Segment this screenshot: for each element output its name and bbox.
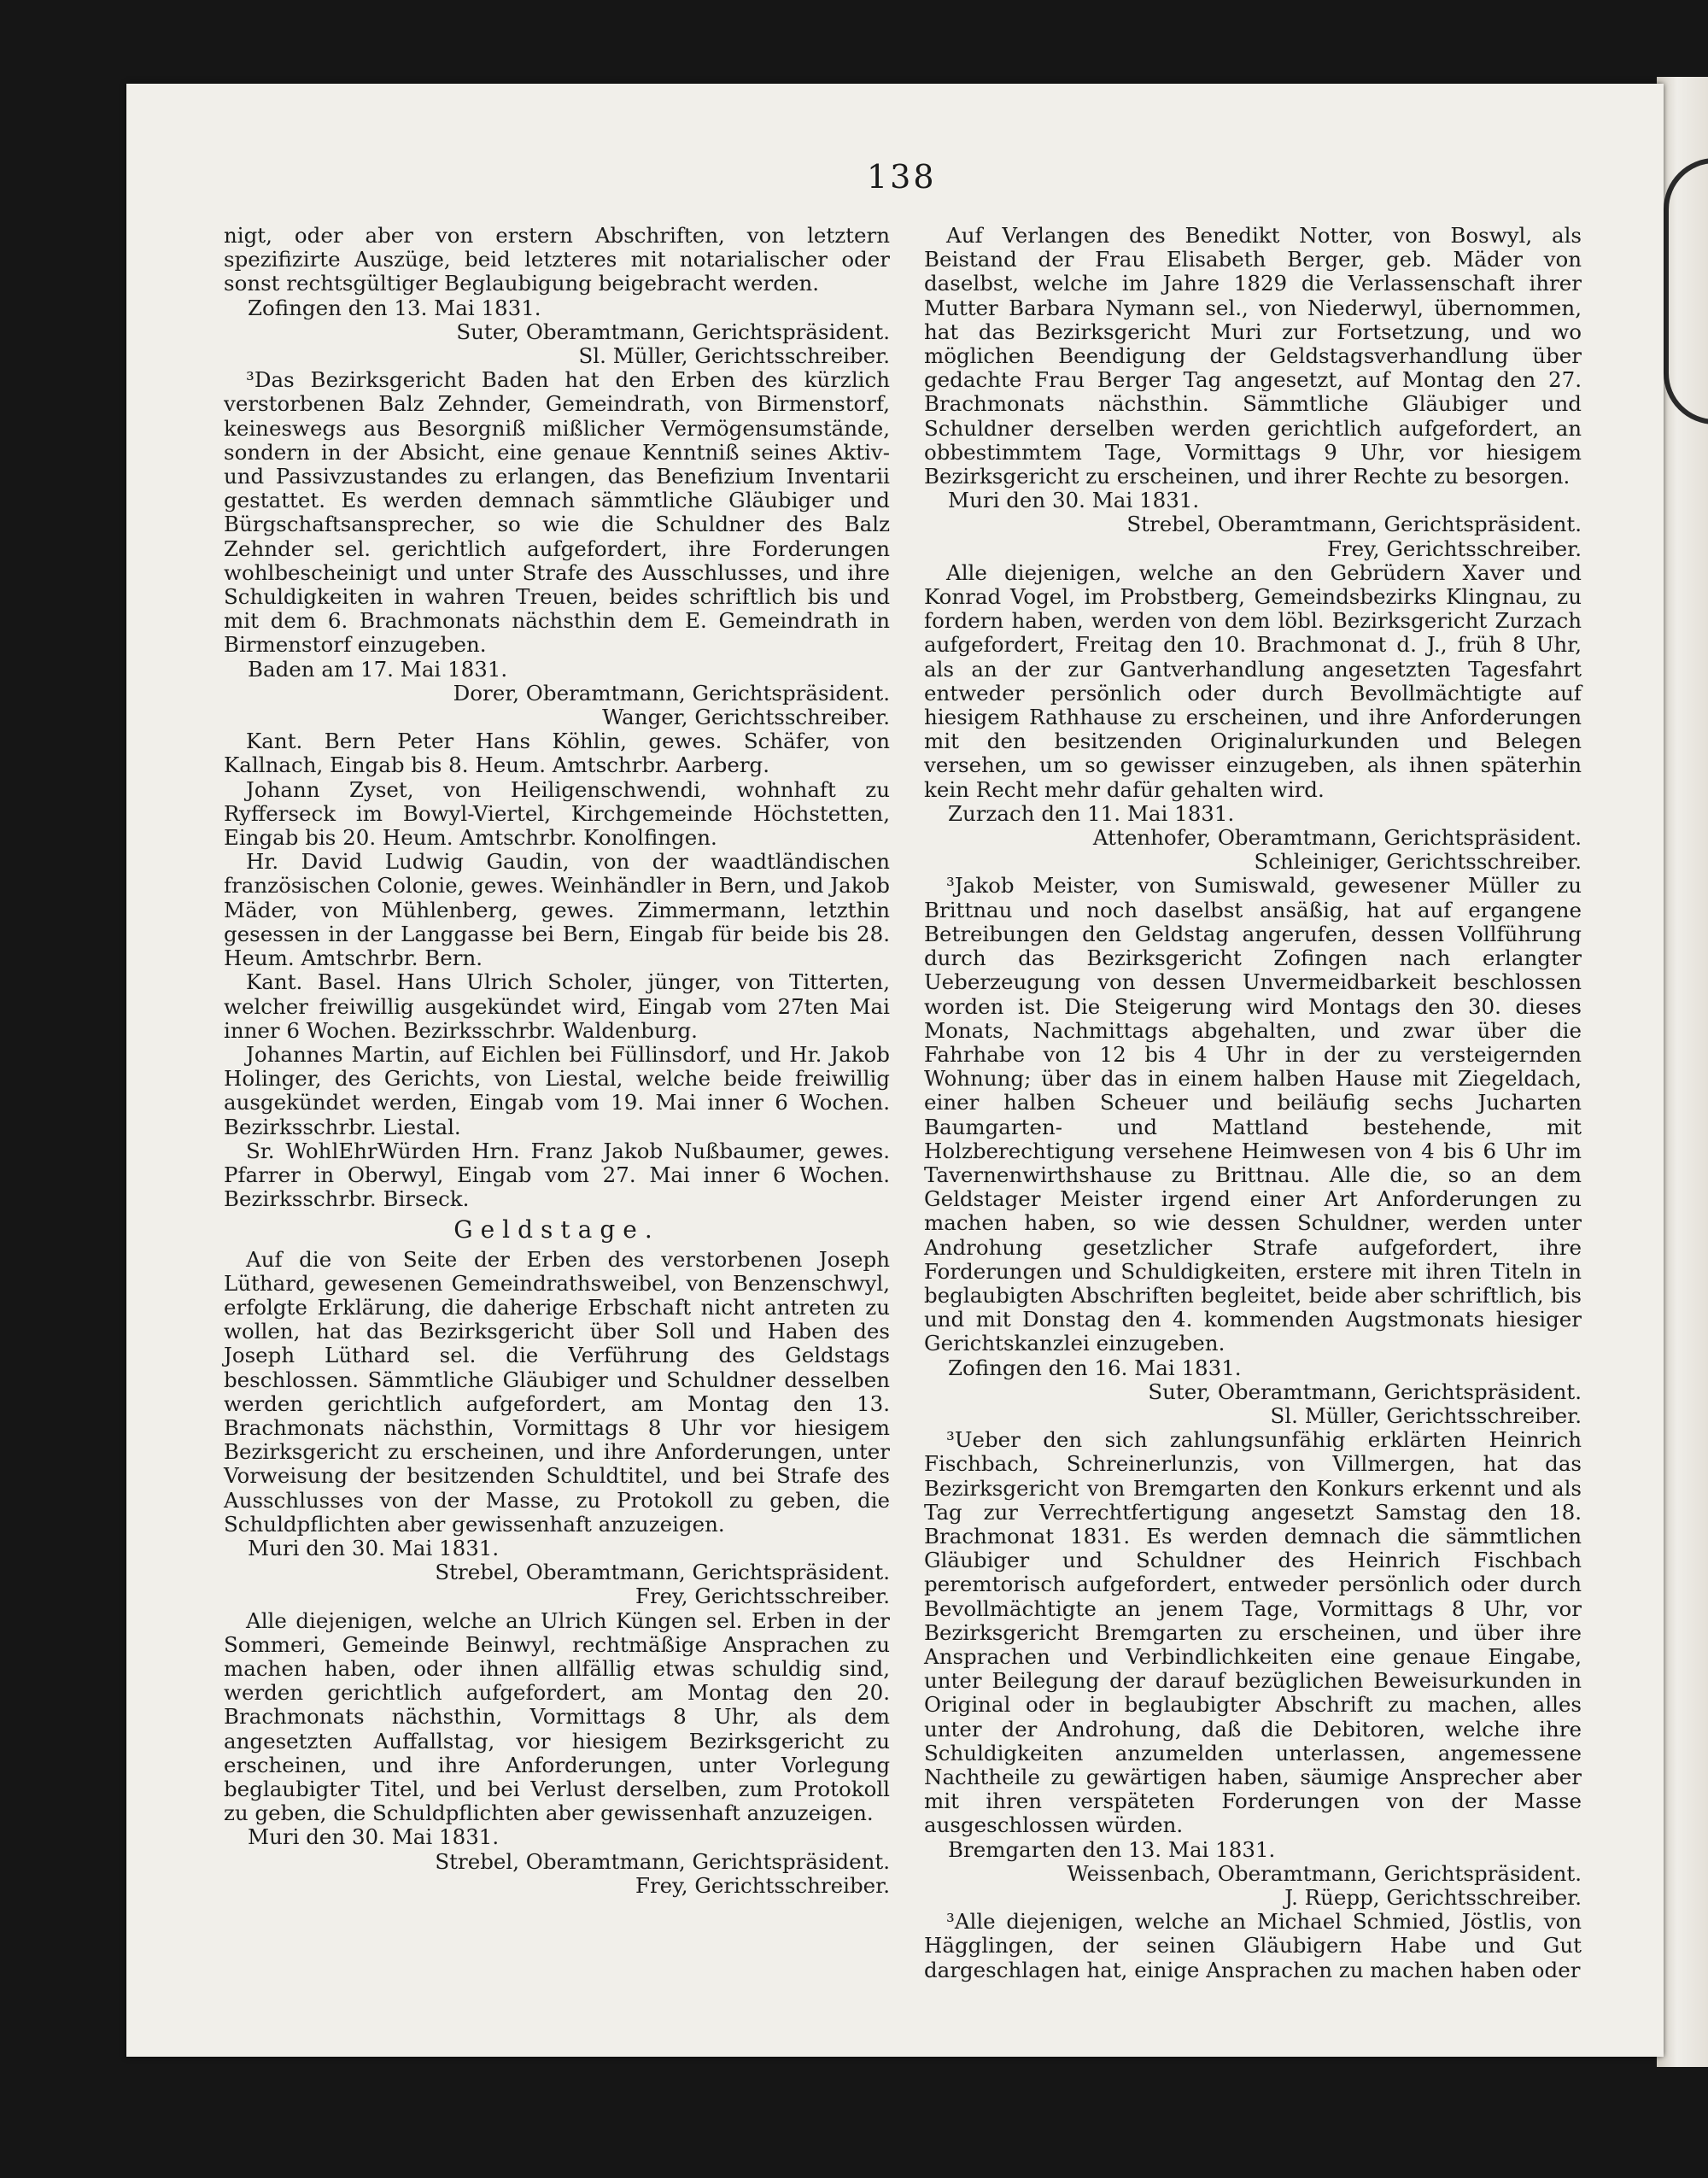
- signature-line: Attenhofer, Oberamtmann, Gerichtspräsident.: [1092, 825, 1582, 851]
- signature-line: Strebel, Oberamtmann, Gerichtspräsident.: [1126, 512, 1582, 537]
- notice-paragraph: ³Jakob Meister, von Sumiswald, gewesener Müller zu Brittnau und noch daselbst ansäßig, hat auf ergangene Betreibungen den Geldstag angerufen, dessen Vollführung durch das Bezirksgericht Zofingen nach erlangter Ueberzeugung von dessen Unvermeidbarkeit beschlossen worden ist. Die Steigerung wird Montags den 30. dieses Monats, Nachmittags abgehalten, und zwar über die Fahrhabe von 12 bis 4 Uhr in der zu versteigernden Wohnung; über das in einem halben Hause mit Ziegeldach, einer halben Scheuer und beiläufig sechs Jucharten Baumgarten- und Mattland bestehende, mit Holzberechtigung versehene Heimwesen von 4 bis 6 Uhr im Tavernenwirthshause zu Brittnau. Alle die, so an dem Geldstager Meister irgend einer Art Anforderungen zu machen haben, so wie dessen Schuldner, werden unter Androhung gesetzlicher Strafe aufgefordert, ihre Forderungen und Schuldigkeiten, erstere mit ihren Titeln in beglaubigten Abschriften begleitet, beide aber schriftlich, bis und mit Donstag den 4. kommenden Augstmonats hiesiger Gerichtskanzlei einzugeben.: [924, 873, 1582, 1356]
- notice-paragraph: Hr. David Ludwig Gaudin, von der waadtländischen französischen Colonie, gewes. Weinhändler in Bern, und Jakob Mäder, von Mühlenberg, gewes. Zimmermann, letzthin gesessen in der Langgasse bei Bern, Eingab für beide bis 28. Heum. Amtschrbr. Bern.: [224, 849, 890, 971]
- signature-line: Frey, Gerichtsschreiber.: [1326, 536, 1582, 561]
- notice-paragraph: ³Das Bezirksgericht Baden hat den Erben des kürzlich verstorbenen Balz Zehnder, Gemeindrath, von Birmenstorf, keineswegs aus Besorgniß mißlicher Vermögensumstände, sondern in der Absicht, eine genaue Kenntniß seines Aktiv- und Passivzustandes zu erlangen, das Benefizium Inventarii gestattet. Es werden demnach sämmtliche Gläubiger und Bürgschaftsansprecher, so wie die Schuldner des Balz Zehnder sel. gerichtlich aufgefordert, ihre Forderungen wohlbescheinigt und unter Strafe des Ausschlusses, und ihre Schuldigkeiten in wahren Treuen, beides schriftlich bis und mit dem 6. Brachmonats nächsthin dem E. Gemeindrath in Birmenstorf einzugeben.: [224, 367, 890, 658]
- date-line: Zurzach den 11. Mai 1831.: [948, 800, 1235, 826]
- signature-line: Frey, Gerichtsschreiber.: [635, 1872, 890, 1898]
- date-line: Bremgarten den 13. Mai 1831.: [948, 1836, 1276, 1862]
- signature-line: Weissenbach, Oberamtmann, Gerichtspräsident.: [1067, 1860, 1582, 1886]
- notice-paragraph: Auf die von Seite der Erben des verstorbenen Joseph Lüthard, gewesenen Gemeindrathsweibel, von Benzenschwyl, erfolgte Erklärung, die daherige Erbschaft nicht antreten zu wollen, hat das Bezirksgericht über Soll und Haben des Joseph Lüthard sel. die Verführung des Geldstags beschlossen. Sämmtliche Gläubiger und Schuldner desselben werden gerichtlich aufgefordert, am Montag den 13. Brachmonats nächsthin, Vormittags 8 Uhr vor hiesigem Bezirksgericht zu erscheinen, und ihre Anforderungen, unter Vorweisung der besitzenden Schuldtitel, und bei Strafe des Ausschlusses von der Masse, zu Protokoll zu geben, die Schuldpflichten aber gewissenhaft anzuzeigen.: [224, 1246, 890, 1537]
- signature-line: Suter, Oberamtmann, Gerichtspräsident.: [1148, 1379, 1582, 1404]
- date-line: Zofingen den 13. Mai 1831.: [248, 295, 541, 320]
- date-line: Muri den 30. Mai 1831.: [948, 488, 1200, 513]
- notice-paragraph: nigt, oder aber von erstern Abschriften, von letztern spezifizirte Auszüge, beid letzteres mit notarialischer oder sonst rechtsgültiger Beglaubigung beigebracht werden.: [224, 223, 890, 296]
- notice-paragraph: Sr. WohlEhrWürden Hrn. Franz Jakob Nußbaumer, gewes. Pfarrer in Oberwyl, Eingab vom 27. Mai inner 6 Wochen. Bezirksschrbr. Birseck.: [224, 1138, 890, 1212]
- right-column: [924, 224, 1582, 1982]
- signature-line: Wanger, Gerichtsschreiber.: [602, 705, 890, 730]
- signature-line: Strebel, Oberamtmann, Gerichtspräsident.: [435, 1848, 890, 1874]
- signature-line: Dorer, Oberamtmann, Gerichtspräsident.: [453, 680, 890, 706]
- notice-paragraph: ³Ueber den sich zahlungsunfähig erklärten Heinrich Fischbach, Schreinerlunzis, von Villmergen, hat das Bezirksgericht von Bremgarten den Konkurs erkennt und als Tag zur Verrechtfertigung angesetzt Samstag den 18. Brachmonat 1831. Es werden demnach die sämmtlichen Gläubiger und Schuldner des Heinrich Fischbach peremtorisch aufgefordert, entweder persönlich oder durch Bevollmächtigte an jenem Tage, Vormittags 8 Uhr, vor Bezirksgericht Bremgarten zu erscheinen, und über ihre Ansprachen und Verbindlichkeiten eine genaue Eingabe, unter Beilegung der darauf bezüglichen Beweisurkunden in Original oder in beglaubigter Abschrift zu machen, alles unter der Androhung, daß die Debitoren, welche ihre Schuldigkeiten anzumelden unterlassen, angemessene Nachtheile zu gewärtigen haben, säumige Ansprecher aber mit ihren verspäteten Forderungen von der Masse ausgeschlossen würden.: [924, 1427, 1582, 1838]
- signature-line: Schleiniger, Gerichtsschreiber.: [1254, 849, 1582, 875]
- left-column: [224, 224, 890, 1898]
- notice-paragraph: Johann Zyset, von Heiligenschwendi, wohnhaft zu Ryfferseck im Bowyl-Viertel, Kirchgemeinde Höchstetten, Eingab bis 20. Heum. Amtschrbr. Konolfingen.: [224, 776, 890, 851]
- date-line: Baden am 17. Mai 1831.: [248, 656, 508, 682]
- notice-paragraph: Johannes Martin, auf Eichlen bei Füllinsdorf, und Hr. Jakob Holinger, des Gerichts, von Liestal, welche beide freiwillig ausgekündet werden, Eingab vom 19. Mai inner 6 Wochen. Bezirksschrbr. Liestal.: [224, 1041, 890, 1139]
- signature-line: Sl. Müller, Gerichtsschreiber.: [1270, 1402, 1582, 1428]
- notice-paragraph: Alle diejenigen, welche an den Gebrüdern Xaver und Konrad Vogel, im Probstberg, Gemeindsbezirks Klingnau, zu fordern haben, werden von dem löbl. Bezirksgericht Zurzach aufgefordert, Freitag den 10. Brachmonat d. J., früh 8 Uhr, als an der zur Gantverhandlung angesetzten Tagesfahrt entweder persönlich oder durch Bevollmächtigte auf hiesigem Rathhause zu erscheinen, und ihre Anforderungen mit den besitzenden Originalurkunden und Belegen versehen, um so gewisser einzugeben, als ihnen späterhin kein Recht mehr dafür gehalten wird.: [924, 559, 1582, 802]
- signature-line: Strebel, Oberamtmann, Gerichtspräsident.: [435, 1560, 890, 1585]
- date-line: Muri den 30. Mai 1831.: [248, 1535, 500, 1560]
- notice-paragraph: Kant. Bern Peter Hans Köhlin, gewes. Schäfer, von Kallnach, Eingab bis 8. Heum. Amtschrbr. Aarberg.: [224, 729, 890, 778]
- notice-paragraph: Auf Verlangen des Benedikt Notter, von Boswyl, als Beistand der Frau Elisabeth Berger, geb. Mäder von daselbst, welche im Jahre 1829 die Verlassenschaft ihrer Mutter Barbara Nymann sel., von Niederwyl, übernommen, hat das Bezirksgericht Muri zur Fortsetzung, und wo möglichen Beendigung der Geldstagsverhandlung über gedachte Frau Berger Tag angesetzt, auf Montag den 27. Brachmonats nächsthin. Sämmtliche Gläubiger und Schuldner derselben werden gerichtlich aufgefordert, an obbestimmtem Tage, Vormittags 9 Uhr, vor hiesigem Bezirksgericht zu erscheinen, und ihrer Rechte zu besorgen.: [924, 223, 1582, 489]
- page-number: 138: [867, 158, 937, 196]
- signature-line: J. Rüepp, Gerichtsschreiber.: [1284, 1885, 1582, 1911]
- signature-line: Sl. Müller, Gerichtsschreiber.: [578, 343, 890, 369]
- notice-paragraph: ³Alle diejenigen, welche an Michael Schmied, Jöstlis, von Hägglingen, der seinen Gläubigern Habe und Gut dargeschlagen hat, einige Ansprachen zu machen haben oder: [924, 1909, 1582, 1982]
- date-line: Muri den 30. Mai 1831.: [248, 1824, 500, 1850]
- library-stamp: [1664, 158, 1708, 424]
- signature-line: Suter, Oberamtmann, Gerichtspräsident.: [456, 319, 890, 344]
- section-heading: Geldstage.: [453, 1215, 660, 1244]
- notice-paragraph: Kant. Basel. Hans Ulrich Scholer, jünger, von Titterten, welcher freiwillig ausgekündet wird, Eingab vom 27ten Mai inner 6 Wochen. Bezirksschrbr. Waldenburg.: [224, 969, 890, 1043]
- signature-line: Frey, Gerichtsschreiber.: [635, 1584, 890, 1609]
- date-line: Zofingen den 16. Mai 1831.: [948, 1355, 1242, 1380]
- notice-paragraph: Alle diejenigen, welche an Ulrich Küngen sel. Erben in der Sommeri, Gemeinde Beinwyl, rechtmäßige Ansprachen zu machen haben, oder ihnen allfällig etwas schuldig sind, werden gerichtlich aufgefordert, am Montag den 20. Brachmonats nächsthin, Vormittags 8 Uhr, als dem angesetzten Auffallstag, vor hiesigem Bezirksgericht zu erscheinen, und ihre Anforderungen, unter Vorlegung beglaubigter Titel, und bei Verlust derselben, zum Protokoll zu geben, die Schuldpflichten aber gewissenhaft anzuzeigen.: [224, 1607, 890, 1826]
